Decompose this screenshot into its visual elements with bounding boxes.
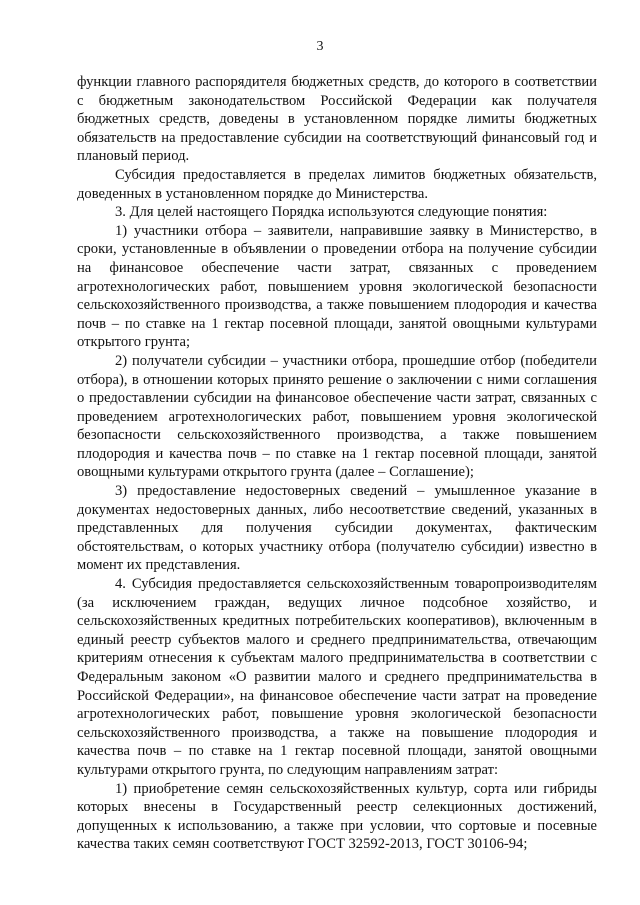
paragraph-section-3-heading: 3. Для целей настоящего Порядка используются следующие понятия: [115,204,548,221]
paragraph-definition-false-info: 3) предоставление недостоверных сведений – умышленное указание в документах недостоверных данных, либо несоответствие сведений, указанных в представленных для получения субсидии документах, фактическим обстоятельствам, о которых участнику отбора (получателю субсидии) известно в момент их представления. [77,483,597,574]
paragraph-section-4: 4. Субсидия предоставляется сельскохозяйственным товаропроизводителям (за исключением граждан, ведущих личное подсобное хозяйство, и сельскохозяйственных кредитных потребительских кооперативов), включенным в единый реестр субъектов малого и среднего предпринимательства, отвечающим критериям отнесения к субъектам малого предпринимательства в соответствии с Федеральным законом «О развитии малого и среднего предпринимательства в Российской Федерации», на финансовое обеспечение части затрат на проведение агротехнологических работ, повышение уровня экологической безопасности сельскохозяйственного производства, а также на повышение плодородия и качества почв – по ставке на 1 гектар посевной площади, занятой овощными культурами открытого грунта, по следующим направлениям затрат: [77,576,597,778]
document-body [77,73,597,854]
paragraph-cost-item-seeds: 1) приобретение семян сельскохозяйственных культур, сорта или гибриды которых внесены в Государственный реестр селекционных достижений, допущенных к использованию, а также при условии, что сортовые и посевные качества таких семян соответствуют ГОСТ 32592-2013, ГОСТ 30106-94; [77,780,597,853]
page-number: 3 [316,39,324,54]
paragraph-definition-recipients: 2) получатели субсидии – участники отбора, прошедшие отбор (победители отбора), в отношении которых принято решение о заключении с ними соглашения о предоставлении субсидии на финансовое обеспечение части затрат, связанных с проведением агротехнологических работ, повышением уровня экологической безопасности сельскохозяйственного производства, а также повышением плодородия и качества почв – по ставке на 1 гектар посевной площади, занятой овощными культурами открытого грунта (далее – Соглашение); [77,352,597,481]
paragraph-definition-participants: 1) участники отбора – заявители, направившие заявку в Министерство, в сроки, установленные в объявлении о проведении отбора на получение субсидии на финансовое обеспечение части затрат, связанных с проведением агротехнологических работ, повышением уровня экологической безопасности сельскохозяйственного производства, а также повышением плодородия и качества почв – по ставке на 1 гектар посевной площади, занятой овощными культурами открытого грунта; [77,222,597,351]
paragraph-continuation: функции главного распорядителя бюджетных средств, до которого в соответствии с бюджетным законодательством Российской Федерации как получателя бюджетных средств, доведены в установленном порядке лимиты бюджетных обязательств на предоставление субсидии на соответствующий финансовый год и плановый период. [77,74,597,165]
paragraph-subsidy-limits: Субсидия предоставляется в пределах лимитов бюджетных обязательств, доведенных в установленном порядке до Министерства. [77,166,597,202]
